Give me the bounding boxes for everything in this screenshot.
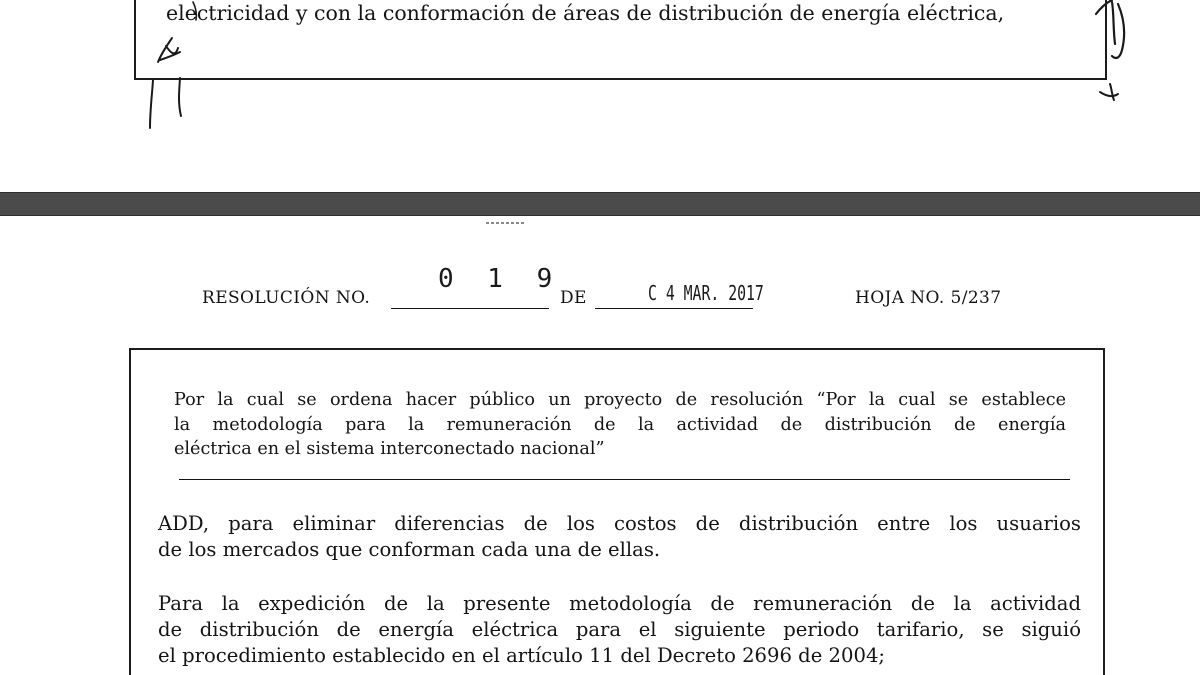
paragraph-line: el procedimiento establecido en el artículo 11 del Decreto 2696 de 2004; [158,644,886,667]
subject-line: Por la cual se ordena hacer público un proyecto de resolución “Por la cual se establece [174,390,1066,410]
page-number-label: HOJA NO. 5/237 [855,288,1002,308]
date-underline [595,308,753,309]
previous-page-box [134,0,1107,80]
subject-divider [179,479,1070,480]
paragraph-line: ADD, para eliminar diferencias de los costos de distribución entre los usuarios [158,512,1081,535]
previous-page-text: electricidad y con la conformación de áreas de distribución de energía eléctrica, [166,1,1005,25]
body-paragraph [158,591,1081,669]
number-underline [391,308,549,309]
scan-artifact [484,220,526,226]
paragraph-line: de distribución de energía eléctrica para el siguiente periodo tarifario, se siguió [158,618,1081,641]
previous-page [130,0,1135,130]
resolution-header [0,258,1200,318]
subject-line: la metodología para la remuneración de la actividad de distribución de energía [174,414,1066,435]
paragraph-line: Para la expedición de la presente metodología de remuneración de la actividad [158,592,1081,615]
resolution-number-stamp: 0 1 9 [438,264,562,294]
paragraph-line: de los mercados que conforman cada una de ellas. [158,538,661,561]
page-separator [0,192,1200,216]
resolution-subject [174,388,1066,462]
date-stamp: C 4 MAR. 2017 [648,281,764,305]
resolucion-label: RESOLUCIÓN NO. [202,288,371,308]
body-paragraph [158,511,1081,563]
resolution-body-box [129,348,1105,675]
de-label: DE [560,288,587,308]
subject-line: eléctrica en el sistema interconectado nacional” [174,439,605,459]
